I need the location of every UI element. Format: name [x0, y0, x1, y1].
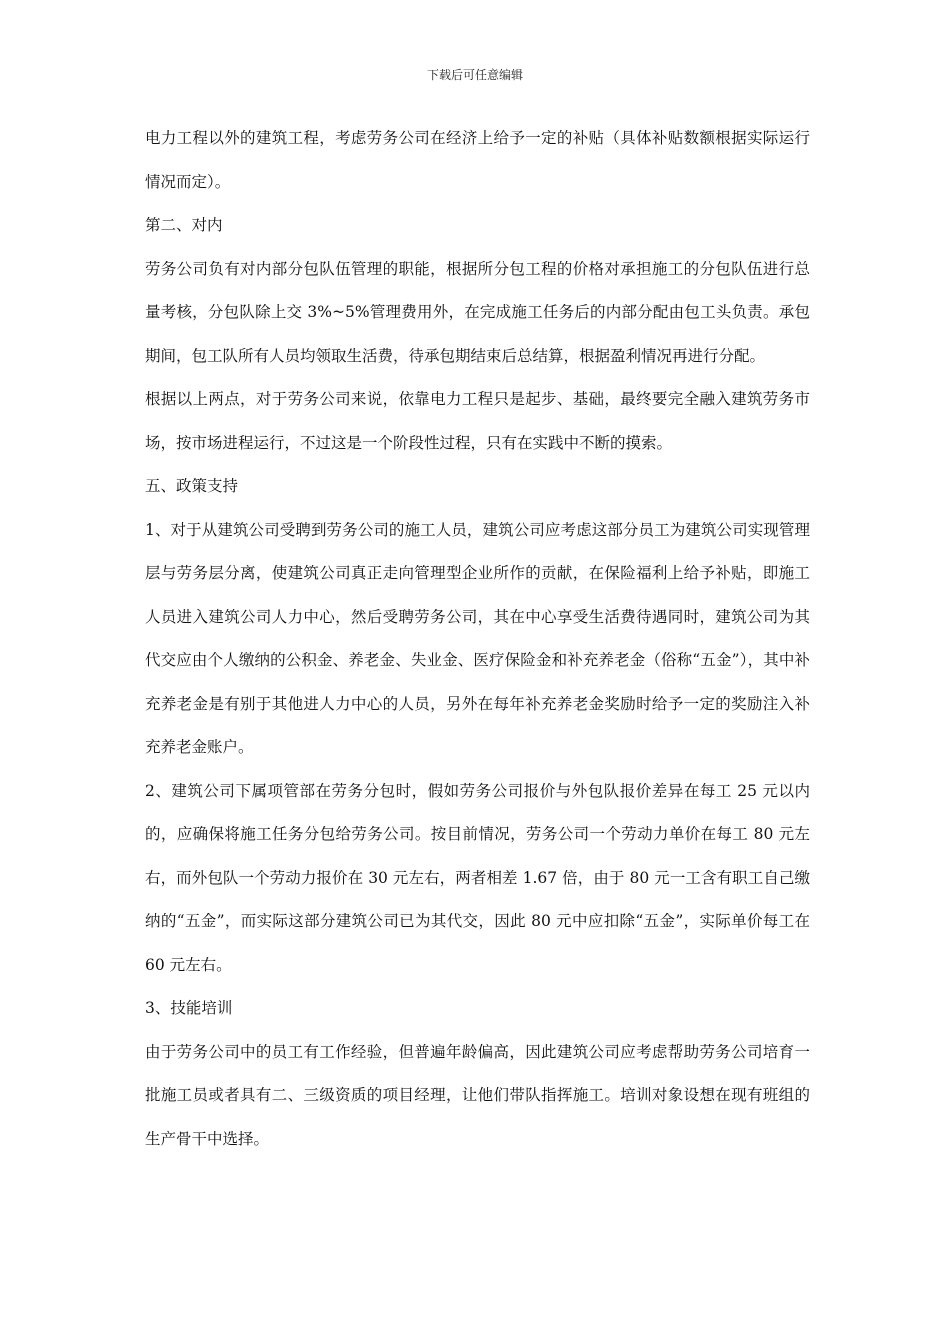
paragraph-internal-management: 劳务公司负有对内部分包队伍管理的职能，根据所分包工程的价格对承担施工的分包队伍进行总量考核，分包队除上交 3%~5%管理费用外，在完成施工任务后的内部分配由包工头负责。承包期间，包工队所有人员均领取生活费，待承包期结束后总结算，根据盈利情况再进行分配。 [145, 259, 810, 365]
paragraph-policy-2: 2、建筑公司下属项管部在劳务分包时，假如劳务公司报价与外包队报价差异在每工 25 元以内的，应确保将施工任务分包给劳务公司。按目前情况，劳务公司一个劳动力单价在每工 80 元左右，而外包队一个劳动力报价在 30 元左右，两者相差 1.67 倍，由于 80 元一工含有职工自己缴纳的“五金”，而实际这部分建筑公司已为其代交，因此 80 元中应扣除“五金”，实际单价每工在 60 元左右。 [145, 781, 810, 974]
heading-internal: 第二、对内 [145, 216, 223, 234]
heading-skills-training: 3、技能培训 [145, 999, 233, 1017]
page-header-note: 下载后可任意编辑 [426, 68, 523, 82]
paragraph-policy-1: 1、对于从建筑公司受聘到劳务公司的施工人员，建筑公司应考虑这部分员工为建筑公司实现管理层与劳务层分离，使建筑公司真正走向管理型企业所作的贡献，在保险福利上给予补贴，即施工人员进入建筑公司人力中心，然后受聘劳务公司，其在中心享受生活费待遇同时，建筑公司为其代交应由个人缴纳的公积金、养老金、失业金、医疗保险金和补充养老金（俗称“五金”），其中补充养老金是有别于其他进人力中心的人员，另外在每年补充养老金奖励时给予一定的奖励注入补充养老金账户。 [145, 520, 810, 756]
heading-policy-support: 五、政策支持 [145, 477, 239, 495]
document-body [145, 117, 810, 1161]
paragraph-conclusion: 根据以上两点，对于劳务公司来说，依靠电力工程只是起步、基础，最终要完全融入建筑劳务市场，按市场进程运行，不过这是一个阶段性过程，只有在实践中不断的摸索。 [145, 390, 810, 452]
paragraph-skills-training: 由于劳务公司中的员工有工作经验，但普遍年龄偏高，因此建筑公司应考虑帮助劳务公司培育一批施工员或者具有二、三级资质的项目经理，让他们带队指挥施工。培训对象设想在现有班组的生产骨干中选择。 [145, 1042, 810, 1148]
paragraph-subsidy: 电力工程以外的建筑工程，考虑劳务公司在经济上给予一定的补贴（具体补贴数额根据实际运行情况而定）。 [145, 129, 810, 191]
